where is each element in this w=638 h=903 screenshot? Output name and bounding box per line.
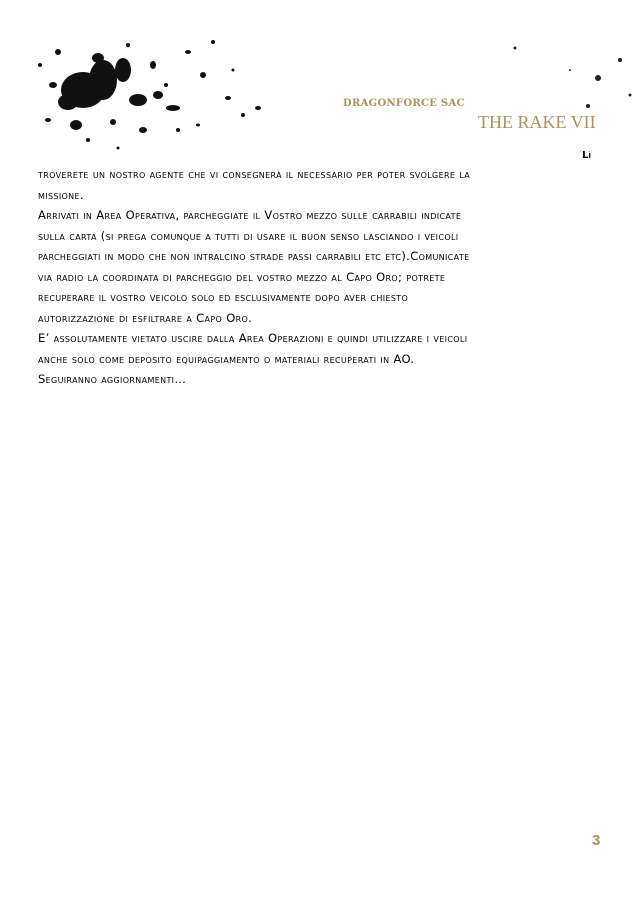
brand-name: DRAGONFORCE SAC	[343, 98, 465, 109]
body-line: missione.	[38, 187, 84, 202]
body-line: troverete un nostro agente che vi consegnerà il necessario per poter svolgere la	[38, 167, 471, 181]
body-line: Arrivati in Area Operativa, parcheggiate il Vostro mezzo sulle carrabili indicate	[38, 208, 462, 222]
body-line: sulla carta (si prega comunque a tutti di usare il buon senso lasciando i veicoli	[38, 228, 459, 243]
body-line: autorizzazione di esfiltrare a Capo Oro.	[38, 310, 253, 325]
lead-word: Lì	[582, 150, 591, 161]
body-text	[38, 164, 598, 390]
body-line: E’ assolutamente vietato uscire dalla Area Operazioni e quindi utilizzare i veicoli	[38, 331, 468, 345]
body-line: anche solo come deposito equipaggiamento o materiali recuperati in AO.	[38, 351, 415, 366]
body-line: parcheggiati in modo che non intralcino strade passi carrabili etc etc).Comunicate	[38, 249, 470, 263]
ink-dots-icon	[470, 40, 638, 120]
body-line: Seguiranno aggiornamenti…	[38, 372, 187, 386]
ink-splatter-icon	[28, 30, 278, 160]
body-line: recuperare il vostro veicolo solo ed esclusivamente dopo aver chiesto	[38, 290, 409, 304]
document-title: THE RAKE VII	[478, 112, 596, 132]
page-number: 3	[592, 832, 601, 849]
body-line: via radio la coordinata di parcheggio del vostro mezzo al Capo Oro; potrete	[38, 269, 446, 284]
